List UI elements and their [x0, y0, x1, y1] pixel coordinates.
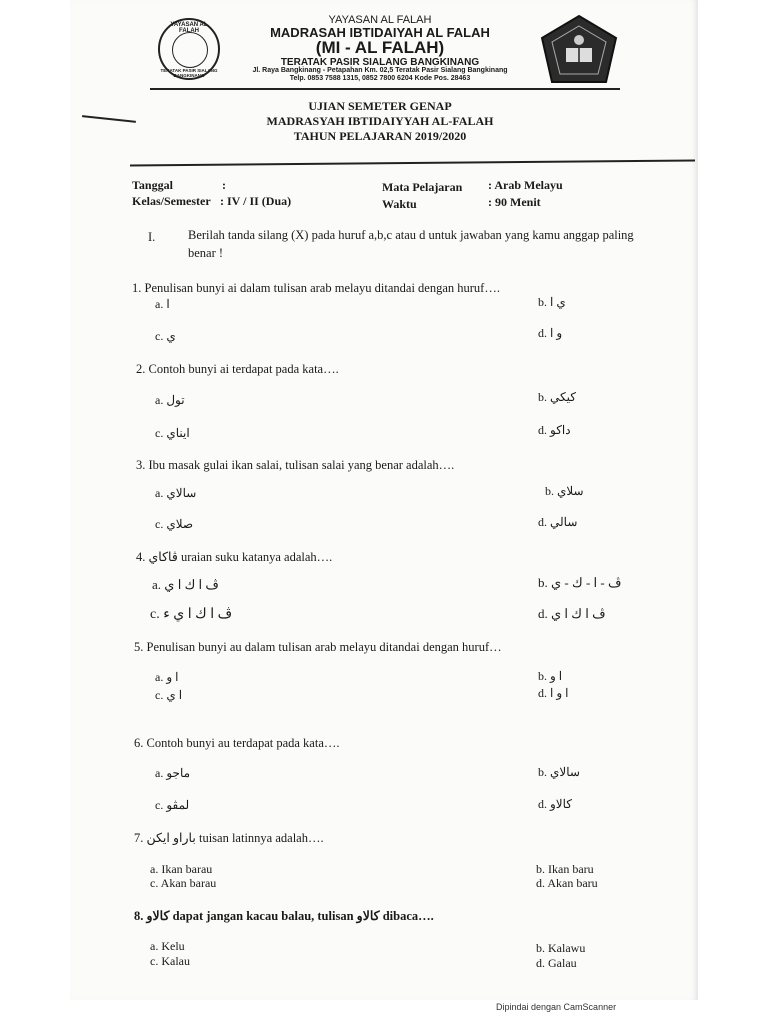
exam-year: TAHUN PELAJARAN 2019/2020 [293, 129, 467, 143]
q2-option-b[interactable]: b. كيكي [538, 390, 576, 404]
question-2: 2. Contoh bunyi ai terdapat pada kata…. [136, 362, 339, 376]
subject-label: Mata Pelajaran [382, 180, 463, 194]
question-6: 6. Contoh bunyi au terdapat pada kata…. [134, 736, 340, 750]
time-value: : 90 Menit [488, 195, 541, 209]
q7-option-c[interactable]: c. Akan barau [150, 876, 217, 890]
q2-option-d[interactable]: d. داكو [538, 423, 571, 437]
q3-option-a[interactable]: a. سالاي [155, 486, 197, 500]
q4-option-d[interactable]: d. ڤ ا ك ا ي [538, 606, 606, 621]
class-value: : IV / II (Dua) [220, 194, 292, 208]
q5-option-d[interactable]: d. ا و ا [538, 686, 569, 700]
q4-option-b[interactable]: b. ڤ - ا - ك - ي [538, 575, 622, 590]
q8-option-c[interactable]: c. Kalau [150, 954, 190, 968]
school-address: Jl. Raya Bangkinang - Petapahan Km. 02,5 Teratak Pasir Sialang Bangkinang [252, 67, 508, 74]
q3-option-d[interactable]: d. سالي [538, 515, 578, 529]
q6-option-b[interactable]: b. سالاي [538, 765, 580, 779]
question-5: 5. Penulisan bunyi au dalam tulisan arab melayu ditandai dengan huruf… [134, 640, 502, 654]
q6-option-a[interactable]: a. ماجو [155, 766, 191, 780]
question-3: 3. Ibu masak gulai ikan salai, tulisan salai yang benar adalah…. [136, 458, 455, 472]
question-4: 4. ڤاكاي uraian suku katanya adalah…. [136, 550, 333, 564]
q3-option-b[interactable]: b. سلاي [545, 484, 584, 498]
school-contact: Telp. 0853 7588 1315, 0852 7800 6204 Kode Pos. 28463 [289, 75, 471, 82]
instruction-line-1: Berilah tanda silang (X) pada huruf a,b,c atau d untuk jawaban yang kamu anggap paling [188, 228, 634, 242]
time-label: Waktu [382, 197, 417, 211]
q8-option-a[interactable]: a. Kelu [150, 939, 185, 953]
school-name: MADRASAH IBTIDAIYAH AL FALAH [270, 25, 490, 40]
q8-option-d[interactable]: d. Galau [536, 956, 577, 970]
q6-option-d[interactable]: d. كالاو [538, 797, 573, 811]
q5-option-a[interactable]: a. ا و [155, 670, 179, 684]
q7-option-d[interactable]: d. Akan baru [536, 876, 598, 890]
date-colon: : [222, 178, 226, 192]
q1-option-b[interactable]: b. ي ا [538, 295, 566, 309]
q4-option-c[interactable]: c. ڤ ا ك ا ي ء [150, 607, 233, 622]
question-1: 1. Penulisan bunyi ai dalam tulisan arab melayu ditandai dengan huruf…. [132, 281, 500, 295]
logo-left-text: YAYASAN AL FALAH [170, 22, 208, 34]
q6-option-c[interactable]: c. لمڤو [155, 798, 190, 812]
class-label: Kelas/Semester [132, 194, 211, 208]
question-8: 8. كالاو dapat jangan kacau balau, tulisan كالاو dibaca…. [134, 909, 434, 923]
exam-title: UJIAN SEMETER GENAP [308, 99, 452, 113]
question-7: 7. باراو ايكن tuisan latinnya adalah…. [134, 831, 324, 845]
logo-left-subtext: TERATAK PASIR SIALANG BANGKINANG [160, 68, 218, 78]
q3-option-c[interactable]: c. صلاي [155, 517, 194, 531]
q5-option-b[interactable]: b. ا و [538, 669, 563, 683]
q8-option-b[interactable]: b. Kalawu [536, 941, 586, 955]
school-abbr: (MI - AL FALAH) [315, 38, 445, 57]
q7-option-a[interactable]: a. Ikan barau [150, 862, 213, 876]
q1-option-c[interactable]: c. ي [155, 329, 176, 343]
q4-option-a[interactable]: a. ڤ ا ك ا ي [152, 577, 219, 592]
section-number: I. [148, 230, 156, 244]
q7-option-b[interactable]: b. Ikan baru [536, 862, 594, 876]
instruction-line-2: benar ! [188, 246, 224, 260]
q5-option-c[interactable]: c. ا ي [155, 688, 183, 702]
q2-option-a[interactable]: a. تول [155, 393, 185, 407]
school-location: TERATAK PASIR SIALANG BANGKINANG [280, 57, 480, 68]
q1-option-d[interactable]: d. و ا [538, 326, 563, 340]
scanner-footer: Dipindai dengan CamScanner [496, 1002, 617, 1012]
ministry-logo-right [538, 14, 620, 86]
date-label: Tanggal [132, 178, 173, 192]
foundation-name: YAYASAN AL FALAH [328, 14, 432, 26]
subject-value: : Arab Melayu [488, 178, 563, 192]
exam-school: MADRASYAH IBTIDAIYYAH AL-FALAH [266, 114, 494, 128]
q2-option-c[interactable]: c. ايناي [155, 426, 190, 440]
q1-option-a[interactable]: a. ا [155, 297, 170, 311]
school-logo-left [158, 18, 220, 80]
book-emblem-icon [172, 32, 208, 68]
letterhead-rule [150, 88, 620, 90]
